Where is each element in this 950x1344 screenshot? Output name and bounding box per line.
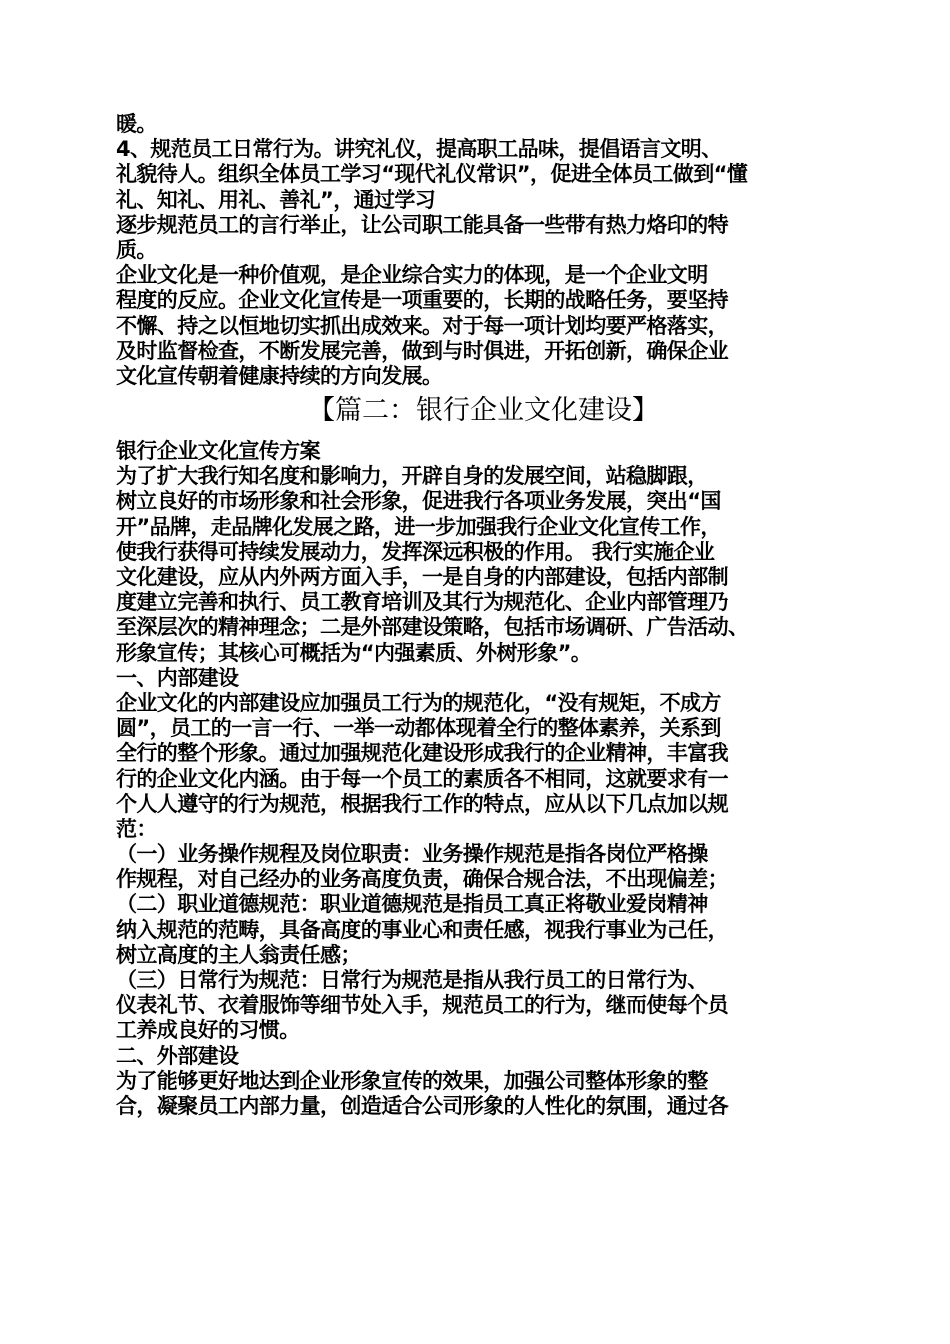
paragraph-line: 圆”，员工的一言一行、一举一动都体现着全行的整体素养，关系到 (116, 716, 721, 741)
paragraph-line: 文化宣传朝着健康持续的方向发展。 (116, 363, 443, 388)
paragraph-line: 个人人遵守的行为规范，根据我行工作的特点，应从以下几点加以规 (116, 791, 728, 816)
text-block-1 (116, 112, 851, 389)
paragraph-line: 质。 (116, 237, 157, 262)
paragraph-line: 合，凝聚员工内部力量，创造适合公司形象的人性化的氛围，通过各 (116, 1093, 728, 1118)
paragraph-line: 树立良好的市场形象和社会形象，促进我行各项业务发展，突出“国 (116, 489, 721, 514)
paragraph-line: 企业文化的内部建设应加强员工行为的规范化，“没有规矩，不成方 (116, 690, 721, 715)
paragraph-line: 程度的反应。企业文化宣传是一项重要的，长期的战略任务，要坚持 (116, 288, 728, 313)
paragraph-line: 为了扩大我行知名度和影响力，开辟自身的发展空间，站稳脚跟， (116, 464, 708, 489)
list-item-line: 纳入规范的范畴，具备高度的事业心和责任感，视我行事业为己任， (116, 917, 728, 942)
list-item-line: 仪表礼节、衣着服饰等细节处入手，规范员工的行为，继而使每个员 (116, 993, 728, 1018)
list-item-line: （二）职业道德规范：职业道德规范是指员工真正将敬业爱岗精神 (116, 892, 708, 917)
paragraph-line: 礼貌待人。组织全体员工学习“现代礼仪常识”，促进全体员工做到“懂 (116, 162, 748, 187)
list-item-line: 工养成良好的习惯。 (116, 1018, 300, 1043)
document-page (116, 112, 851, 1119)
list-item-line: 作规程，对自己经办的业务高度负责，确保合规合法，不出现偏差； (116, 867, 728, 892)
document-title: 银行企业文化宣传方案 (116, 439, 320, 464)
subsection-heading-external: 二、外部建设 (116, 1043, 239, 1068)
paragraph-line: 范： (116, 816, 157, 841)
paragraph-line: 形象宣传；其核心可概括为“内强素质、外树形象”。 (116, 640, 592, 665)
text-block-2 (116, 439, 851, 1119)
paragraph-line: 度建立完善和执行、员工教育培训及其行为规范化、企业内部管理乃 (116, 590, 728, 615)
list-item-line: （三）日常行为规范：日常行为规范是指从我行员工的日常行为、 (116, 968, 708, 992)
paragraph-line: 4、规范员工日常行为。讲究礼仪，提高职工品味，提倡语言文明、 (116, 137, 722, 162)
paragraph-line: 不懈、持之以恒地切实抓出成效来。对于每一项计划均要严格落实， (116, 313, 728, 338)
paragraph-line: 企业文化是一种价值观，是企业综合实力的体现，是一个企业文明 (116, 263, 708, 288)
paragraph-line: 行的企业文化内涵。由于每一个员工的素质各不相同，这就要求有一 (116, 766, 728, 791)
paragraph-line: 及时监督检查，不断发展完善，做到与时俱进，开拓创新，确保企业 (116, 338, 728, 363)
paragraph-line: 开”品牌，走品牌化发展之路，进一步加强我行企业文化宣传工作， (116, 514, 721, 539)
paragraph-line: 暖。 (116, 112, 157, 136)
section-heading: 【篇二：银行企业文化建设】 (308, 395, 659, 427)
paragraph-line: 使我行获得可持续发展动力，发挥深远积极的作用。 我行实施企业 (116, 539, 715, 564)
paragraph-line: 文化建设，应从内外两方面入手，一是自身的内部建设，包括内部制 (116, 565, 728, 589)
paragraph-line: 为了能够更好地达到企业形象宣传的效果，加强公司整体形象的整 (116, 1068, 708, 1093)
paragraph-line: 逐步规范员工的言行举止，让公司职工能具备一些带有热力烙印的特 (116, 212, 728, 237)
subsection-heading-internal: 一、内部建设 (116, 665, 239, 690)
list-item-line: （一）业务操作规程及岗位职责：业务操作规范是指各岗位严格操 (116, 842, 708, 867)
paragraph-line: 全行的整个形象。通过加强规范化建设形成我行的企业精神，丰富我 (116, 741, 728, 766)
paragraph-line: 礼、知礼、用礼、善礼”，通过学习 (116, 187, 436, 212)
paragraph-line: 至深层次的精神理念；二是外部建设策略，包括市场调研、广告活动、 (116, 615, 749, 640)
list-item-line: 树立高度的主人翁责任感； (116, 942, 361, 967)
